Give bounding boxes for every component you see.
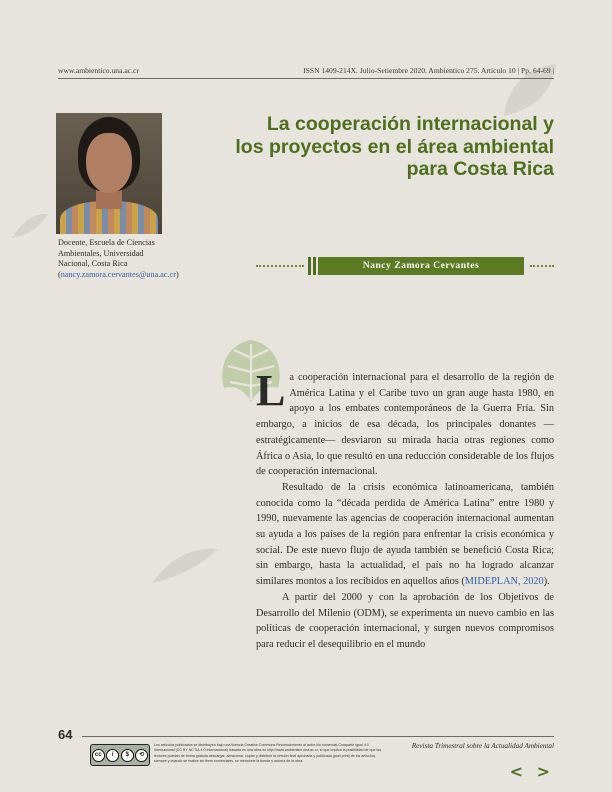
author-affiliation: Docente, Escuela de Ciencias Ambientales, Universidad Nacional, Costa Rica (nancy.zamora.cervantes@una.ac.cr) [58,238,179,279]
background-leaf-icon [10,210,50,240]
background-leaf-icon [150,545,220,585]
nc-icon: $ [121,749,134,762]
paragraph: Resultado de la crisis económica latinoamericana, también conocida como la “década perdida de América Latina” entre 1980 y 1990, nuevamente las agencias de cooperación internacional aumentan su ayuda a los países de la región para enfrentar la crisis económica y social. De este nuevo flujo de ayuda también se benefició Costa Rica; sin embargo, hasta la actualidad, el país no ha logrado alcanzar similares montos a los recibidos en aquellos años (MIDEPLAN, 2020). [256,481,554,588]
footer-rule [82,736,554,737]
bar-ornament [308,257,316,275]
issn-citation: ISSN 1409-214X. Julio-Setiembre 2020. Ambientico 275. Artículo 10 | Pp. 64-69 | [303,66,554,75]
dotted-rule [256,265,304,267]
author-photo [56,113,162,234]
nav-arrows-icon[interactable]: < > [509,762,554,781]
author-email-link[interactable]: nancy.zamora.cervantes@una.ac.cr [60,269,176,279]
journal-url: www.ambientico.una.ac.cr [58,66,139,75]
article-title: La cooperación internacional y los proyectos en el área ambiental para Costa Rica [235,113,554,181]
license-text: Los artículos publicados se distribuyen bajo una licencia Creative Commons Reconocimiento al autor-No comercial-Compartir igual 4.0 Internacional (CC BY NC SA 4.0 Internacional) basada en una obra en http://www.ambientico.una.ac.cr, lo que implica la posibilidad de que los lectores puedan de forma gratuita descargar, almacenar, copiar y distribuir la versión final aprobada y publicada (post print) de los artículos, siempre y cuando se realice sin fines comerciales, se mencione la fuente y autoría de la obra. [154,743,382,764]
dotted-rule [530,265,554,267]
author-bar [256,257,554,275]
page-number: 64 [58,727,73,742]
drop-cap: L [256,366,286,415]
paragraph: A partir del 2000 y con la aprobación de los Objetivos de Desarrollo del Milenio (ODM), se experimenta un nuevo cambio en las políticas de cooperación internacional, y surgen nuevos compromisos para reducir el desequilibrio en el mundo [256,591,554,650]
author-name: Nancy Zamora Cervantes [318,257,524,275]
by-icon: i [106,749,119,762]
citation-link[interactable]: MIDEPLAN, 2020 [464,576,544,588]
article-body [256,366,554,653]
page-nav-arrows[interactable] [510,762,554,781]
sa-icon: ⟲ [135,749,148,762]
creative-commons-badge[interactable] [90,744,150,766]
journal-name: Revista Trimestral sobre la Actualidad Ambiental [411,742,554,750]
paragraph: La cooperación internacional para el desarrollo de la región de América Latina y el Caribe tuvo un gran auge hasta 1980, en apoyo a los embates contemporáneos de la Guerra Fría. Sin embargo, a inicios de esa década, los principales donantes —estratégicamente— desviaron su mirada hacia otras regiones como África o Asia, lo que resultó en una reducción considerable de los flujos de cooperación internacional. [256,366,554,478]
cc-icon: cc [92,749,105,762]
running-header [58,66,554,79]
